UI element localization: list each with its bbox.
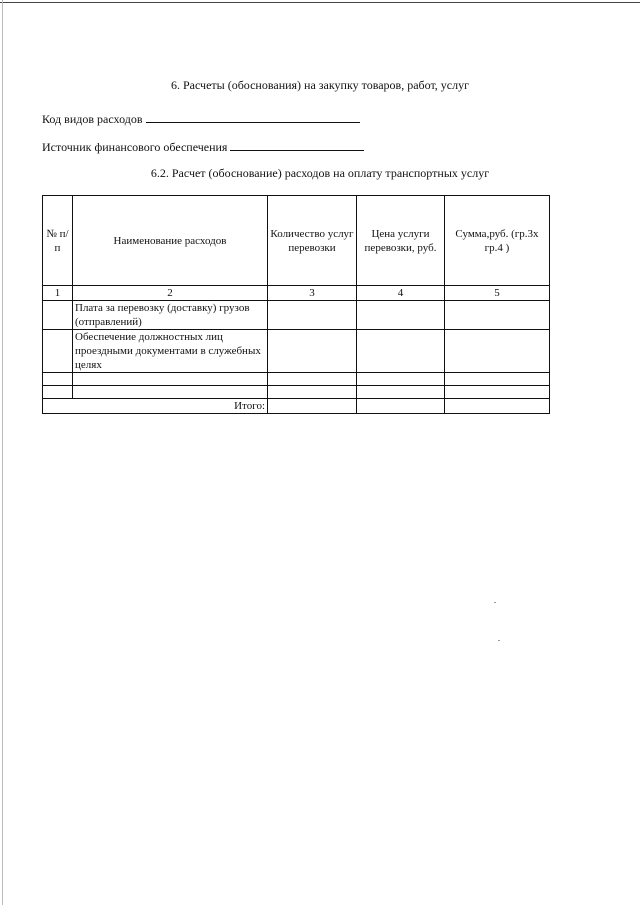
header-name: Наименование расходов — [73, 196, 268, 286]
funding-source-blank[interactable] — [230, 138, 364, 151]
total-row — [43, 399, 550, 414]
funding-source-label: Источник финансового обеспечения — [42, 140, 228, 154]
row-price-cell[interactable] — [357, 330, 445, 373]
row-sum-cell[interactable] — [445, 301, 550, 330]
column-number: 2 — [73, 286, 268, 301]
funding-source-field — [42, 138, 364, 155]
row-sum-cell[interactable] — [445, 330, 550, 373]
header-sum: Сумма,руб. (гр.3х гр.4 ) — [445, 196, 550, 286]
transport-costs-table — [42, 195, 550, 414]
row-qty-cell[interactable] — [268, 373, 357, 386]
column-number-row — [43, 286, 550, 301]
total-price-cell[interactable] — [357, 399, 445, 414]
row-num-cell[interactable] — [43, 330, 73, 373]
row-qty-cell[interactable] — [268, 301, 357, 330]
row-num-cell[interactable] — [43, 373, 73, 386]
row-name-cell[interactable] — [73, 386, 268, 399]
table-header-row — [43, 196, 550, 286]
scan-speck — [498, 640, 500, 641]
section-title: 6. Расчеты (обоснования) на закупку товаров, работ, услуг — [170, 78, 470, 92]
page-left-edge — [2, 0, 3, 905]
table-row — [43, 301, 550, 330]
column-number: 1 — [43, 286, 73, 301]
table-row — [43, 373, 550, 386]
row-sum-cell[interactable] — [445, 373, 550, 386]
row-price-cell[interactable] — [357, 301, 445, 330]
header-price: Цена услуги перевозки, руб. — [357, 196, 445, 286]
header-qty: Количество услуг перевозки — [268, 196, 357, 286]
column-number: 4 — [357, 286, 445, 301]
row-sum-cell[interactable] — [445, 386, 550, 399]
row-price-cell[interactable] — [357, 373, 445, 386]
total-sum-cell[interactable] — [445, 399, 550, 414]
page-top-border — [0, 2, 640, 3]
column-number: 5 — [445, 286, 550, 301]
header-num: № п/п — [43, 196, 73, 286]
expense-code-label: Код видов расходов — [42, 112, 143, 126]
scan-speck — [494, 602, 496, 603]
row-num-cell[interactable] — [43, 386, 73, 399]
row-num-cell[interactable] — [43, 301, 73, 330]
expense-code-blank[interactable] — [146, 110, 360, 123]
table-subtitle: 6.2. Расчет (обоснование) расходов на оплату транспортных услуг — [150, 166, 490, 180]
row-name-cell[interactable] — [73, 373, 268, 386]
table-row — [43, 330, 550, 373]
row-name-cell: Плата за перевозку (доставку) грузов (отправлений) — [73, 301, 268, 330]
row-qty-cell[interactable] — [268, 330, 357, 373]
row-price-cell[interactable] — [357, 386, 445, 399]
total-qty-cell[interactable] — [268, 399, 357, 414]
table-row — [43, 386, 550, 399]
total-label: Итого: — [43, 399, 268, 414]
column-number: 3 — [268, 286, 357, 301]
expense-code-field — [42, 110, 360, 127]
row-name-cell: Обеспечение должностных лиц проездными документами в служебных целях — [73, 330, 268, 373]
row-qty-cell[interactable] — [268, 386, 357, 399]
